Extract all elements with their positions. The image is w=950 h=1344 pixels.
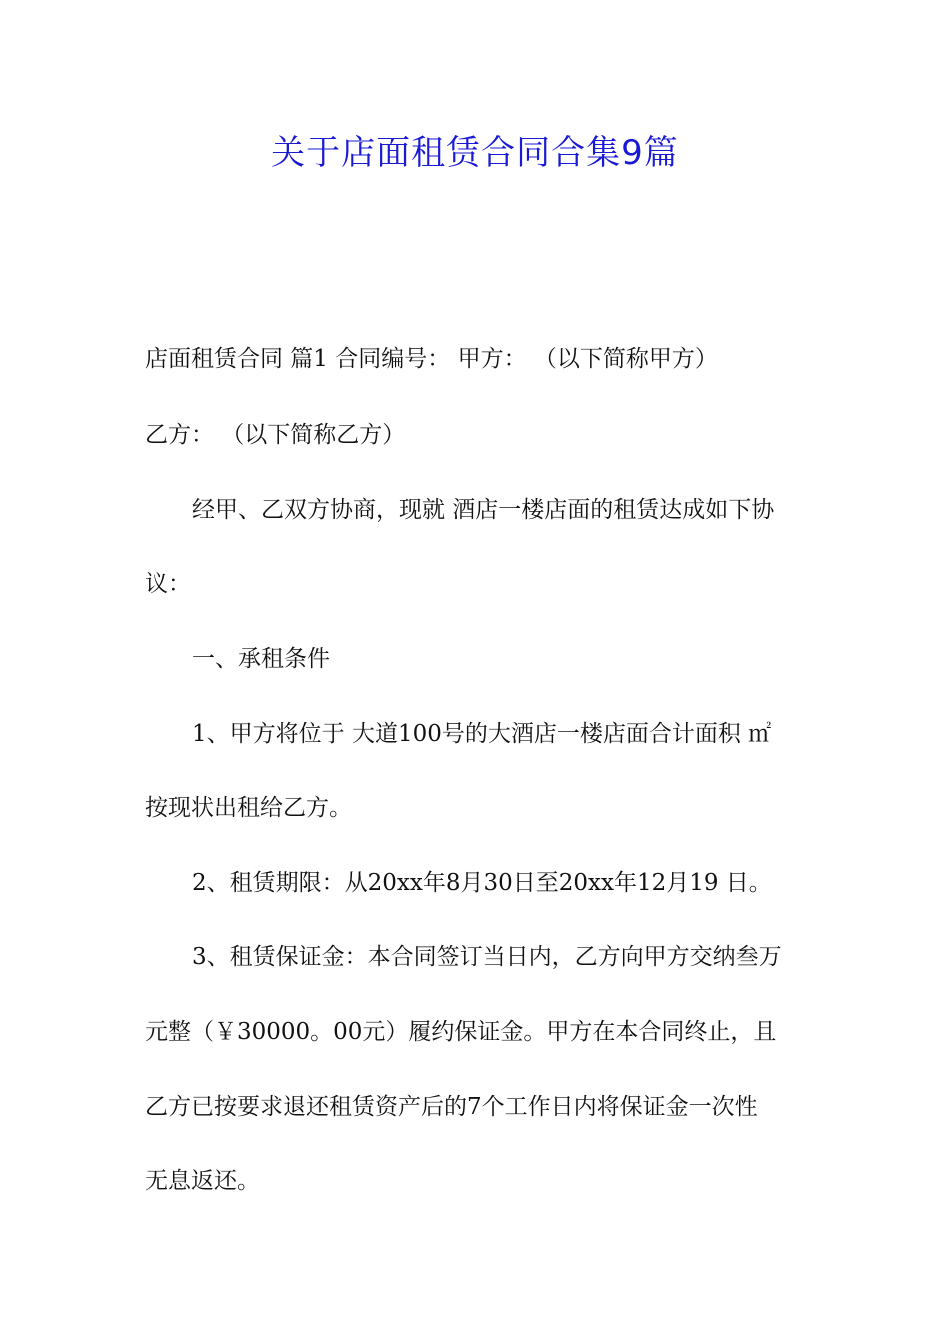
contract-header-line: 店面租赁合同 篇1 合同编号： 甲方： （以下简称甲方） [145, 346, 718, 372]
clause-2-line: 2、租赁期限：从20xx年8月30日至20xx年12月19 日。 [192, 870, 772, 896]
section-heading: 一、承租条件 [192, 646, 330, 672]
clause-3-line: 乙方已按要求退还租赁资产后的7个工作日内将保证金一次性 [145, 1094, 758, 1120]
clause-1-line: 按现状出租给乙方。 [145, 795, 352, 821]
party-b-line: 乙方： （以下简称乙方） [145, 422, 406, 448]
intro-paragraph-line: 经甲、乙双方协商，现就 酒店一楼店面的租赁达成如下协 [192, 497, 775, 523]
clause-3-line: 3、租赁保证金：本合同签订当日内，乙方向甲方交纳叁万 [192, 944, 782, 970]
document-title: 关于店面租赁合同合集9篇 [271, 133, 679, 173]
intro-paragraph-line: 议： [145, 571, 191, 597]
clause-3-line: 元整（￥30000。00元）履约保证金。甲方在本合同终止，且 [145, 1019, 777, 1045]
clause-3-line: 无息返还。 [145, 1168, 260, 1194]
clause-1-line: 1、甲方将位于 大道100号的大酒店一楼店面合计面积 ㎡ [192, 721, 772, 747]
